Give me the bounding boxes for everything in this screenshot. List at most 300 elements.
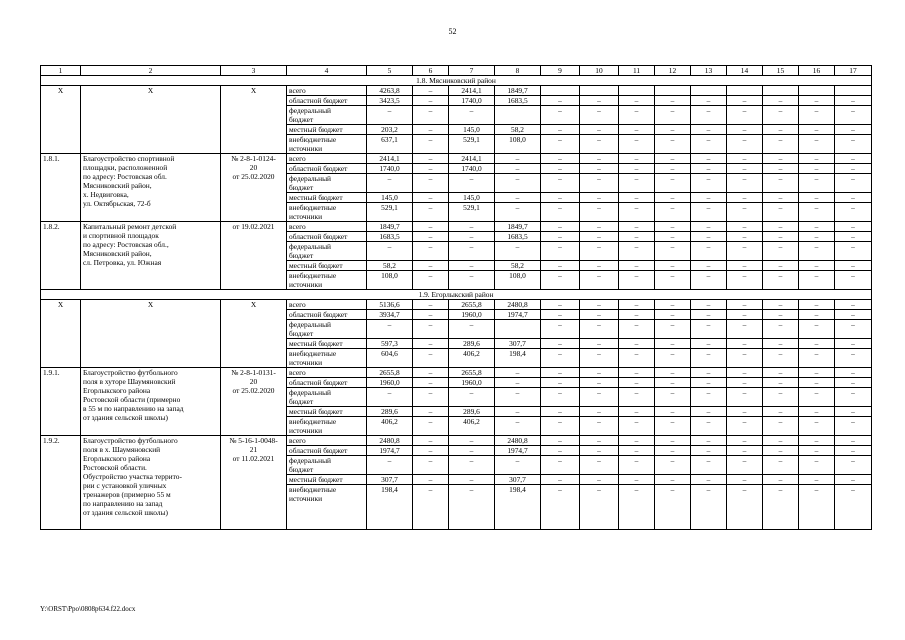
value-cell: – bbox=[763, 232, 799, 242]
value-cell: – bbox=[727, 407, 763, 417]
table-row bbox=[41, 436, 872, 446]
value-cell: – bbox=[541, 96, 580, 106]
item-description: Благоустройство футбольного поля в х. Шаумяновский Егорлыкского района Ростовской области. Обустройство участка террито- рии с установкой уличных тренажеров (примерно 55 м по направлению на запад от здания сельской школы) bbox=[81, 436, 221, 530]
value-cell: – bbox=[799, 222, 835, 232]
value-cell bbox=[580, 86, 619, 96]
value-cell: 1974,7 bbox=[495, 310, 541, 320]
value-cell: – bbox=[619, 96, 655, 106]
value-cell: – bbox=[619, 417, 655, 436]
value-cell: – bbox=[835, 368, 872, 378]
value-cell: – bbox=[619, 174, 655, 193]
value-cell: – bbox=[727, 154, 763, 164]
value-cell: – bbox=[763, 339, 799, 349]
value-cell bbox=[495, 106, 541, 125]
value-cell: 2655,8 bbox=[449, 368, 495, 378]
value-cell: – bbox=[727, 300, 763, 310]
value-cell: – bbox=[580, 222, 619, 232]
value-cell: – bbox=[799, 154, 835, 164]
value-cell: – bbox=[691, 339, 727, 349]
budget-source: всего bbox=[287, 436, 367, 446]
total-value: 4263,8 bbox=[367, 86, 413, 96]
total-value: 5136,6 bbox=[367, 300, 413, 310]
value-cell bbox=[763, 86, 799, 96]
value-cell: – bbox=[835, 174, 872, 193]
value-cell: – bbox=[727, 96, 763, 106]
value-cell: – bbox=[619, 456, 655, 475]
item-description: Капитальный ремонт детской и спортивной площадок по адресу: Ростовская обл., Мясниковский район, сл. Петровка, ул. Южная bbox=[81, 222, 221, 290]
column-header: 16 bbox=[799, 66, 835, 76]
value-cell: – bbox=[763, 261, 799, 271]
value-cell: – bbox=[727, 271, 763, 290]
value-cell: – bbox=[580, 106, 619, 125]
value-cell: – bbox=[619, 193, 655, 203]
value-cell: – bbox=[799, 242, 835, 261]
value-cell: – bbox=[580, 388, 619, 407]
budget-source: всего bbox=[287, 368, 367, 378]
value-cell: – bbox=[763, 485, 799, 530]
value-cell: – bbox=[691, 475, 727, 485]
value-cell: – bbox=[413, 349, 449, 368]
total-value: 2414,1 bbox=[367, 154, 413, 164]
value-cell: – bbox=[413, 106, 449, 125]
value-cell: – bbox=[799, 125, 835, 135]
value-cell: – bbox=[727, 261, 763, 271]
value-cell: 145,0 bbox=[449, 125, 495, 135]
total-value: 1740,0 bbox=[367, 164, 413, 174]
value-cell: – bbox=[799, 456, 835, 475]
value-cell: – bbox=[763, 310, 799, 320]
value-cell: – bbox=[763, 174, 799, 193]
value-cell: – bbox=[799, 368, 835, 378]
column-header: 3 bbox=[221, 66, 287, 76]
value-cell: – bbox=[691, 193, 727, 203]
value-cell: – bbox=[691, 271, 727, 290]
value-cell: – bbox=[727, 417, 763, 436]
value-cell: – bbox=[619, 485, 655, 530]
value-cell: – bbox=[691, 388, 727, 407]
value-cell: – bbox=[619, 222, 655, 232]
value-cell: – bbox=[495, 378, 541, 388]
value-cell: – bbox=[541, 475, 580, 485]
value-cell: – bbox=[580, 436, 619, 446]
value-cell: – bbox=[799, 310, 835, 320]
item-document: X bbox=[221, 300, 287, 368]
value-cell: – bbox=[541, 271, 580, 290]
value-cell: – bbox=[691, 310, 727, 320]
value-cell: – bbox=[580, 475, 619, 485]
value-cell: 145,0 bbox=[449, 193, 495, 203]
value-cell: – bbox=[727, 164, 763, 174]
section-title: 1.9. Егорлыкский район bbox=[41, 290, 872, 300]
value-cell: – bbox=[580, 417, 619, 436]
value-cell: – bbox=[691, 349, 727, 368]
budget-table bbox=[40, 65, 872, 530]
budget-source: федеральный бюджет bbox=[287, 320, 367, 339]
value-cell: – bbox=[541, 368, 580, 378]
budget-source: всего bbox=[287, 154, 367, 164]
total-value: 406,2 bbox=[367, 417, 413, 436]
value-cell: – bbox=[580, 203, 619, 222]
value-cell: – bbox=[413, 164, 449, 174]
value-cell: – bbox=[727, 475, 763, 485]
value-cell: – bbox=[835, 271, 872, 290]
budget-source: областной бюджет bbox=[287, 446, 367, 456]
value-cell: – bbox=[763, 164, 799, 174]
value-cell: – bbox=[799, 203, 835, 222]
value-cell: – bbox=[727, 135, 763, 154]
section-title-row bbox=[41, 290, 872, 300]
value-cell: – bbox=[691, 378, 727, 388]
table-row bbox=[41, 368, 872, 378]
total-value: – bbox=[367, 320, 413, 339]
value-cell: – bbox=[413, 300, 449, 310]
value-cell: – bbox=[541, 378, 580, 388]
value-cell: – bbox=[727, 368, 763, 378]
value-cell: 2480,8 bbox=[495, 436, 541, 446]
value-cell: – bbox=[580, 154, 619, 164]
header-row bbox=[41, 66, 872, 76]
value-cell: – bbox=[541, 339, 580, 349]
value-cell: – bbox=[727, 193, 763, 203]
value-cell: – bbox=[691, 485, 727, 530]
value-cell: – bbox=[763, 436, 799, 446]
value-cell: – bbox=[619, 261, 655, 271]
value-cell: – bbox=[763, 203, 799, 222]
value-cell: – bbox=[449, 446, 495, 456]
budget-source: местный бюджет bbox=[287, 475, 367, 485]
budget-source: местный бюджет bbox=[287, 193, 367, 203]
value-cell: – bbox=[580, 407, 619, 417]
value-cell: – bbox=[580, 446, 619, 456]
value-cell: – bbox=[619, 378, 655, 388]
value-cell: – bbox=[541, 164, 580, 174]
value-cell: – bbox=[449, 485, 495, 530]
value-cell bbox=[799, 86, 835, 96]
value-cell: 58,2 bbox=[495, 261, 541, 271]
table-row bbox=[41, 222, 872, 232]
value-cell: – bbox=[763, 456, 799, 475]
value-cell: 2480,8 bbox=[495, 300, 541, 310]
value-cell: – bbox=[541, 310, 580, 320]
value-cell: – bbox=[449, 475, 495, 485]
value-cell: – bbox=[413, 417, 449, 436]
value-cell: 406,2 bbox=[449, 417, 495, 436]
value-cell: – bbox=[835, 456, 872, 475]
value-cell: 2414,1 bbox=[449, 86, 495, 96]
value-cell: – bbox=[763, 125, 799, 135]
budget-source: местный бюджет bbox=[287, 125, 367, 135]
value-cell: – bbox=[413, 154, 449, 164]
budget-source: внебюджетные источники bbox=[287, 271, 367, 290]
total-value: – bbox=[367, 242, 413, 261]
value-cell: – bbox=[727, 174, 763, 193]
value-cell: – bbox=[541, 485, 580, 530]
value-cell: – bbox=[619, 300, 655, 310]
value-cell: – bbox=[799, 193, 835, 203]
budget-source: федеральный бюджет bbox=[287, 242, 367, 261]
column-header: 14 bbox=[727, 66, 763, 76]
value-cell: – bbox=[541, 261, 580, 271]
value-cell: – bbox=[691, 125, 727, 135]
value-cell: – bbox=[655, 106, 691, 125]
value-cell bbox=[495, 320, 541, 339]
value-cell: – bbox=[691, 407, 727, 417]
value-cell: – bbox=[580, 125, 619, 135]
total-value: 1960,0 bbox=[367, 378, 413, 388]
value-cell: – bbox=[691, 436, 727, 446]
value-cell: – bbox=[449, 232, 495, 242]
total-value: 1849,7 bbox=[367, 222, 413, 232]
column-header: 6 bbox=[413, 66, 449, 76]
item-document: X bbox=[221, 86, 287, 154]
item-description: Благоустройство футбольного поля в хуторе Шаумяновский Егорлыкского района Ростовской области (примерно в 55 м по направлению на запад от здания сельской школы) bbox=[81, 368, 221, 436]
value-cell: 289,6 bbox=[449, 339, 495, 349]
item-number: 1.8.1. bbox=[41, 154, 81, 222]
value-cell: – bbox=[449, 222, 495, 232]
value-cell: – bbox=[727, 485, 763, 530]
value-cell: 1960,0 bbox=[449, 378, 495, 388]
value-cell: – bbox=[835, 203, 872, 222]
value-cell: – bbox=[619, 339, 655, 349]
value-cell: – bbox=[727, 446, 763, 456]
total-value: 529,1 bbox=[367, 203, 413, 222]
value-cell: – bbox=[763, 475, 799, 485]
item-number: 1.8.2. bbox=[41, 222, 81, 290]
value-cell: – bbox=[655, 300, 691, 310]
total-value: 145,0 bbox=[367, 193, 413, 203]
value-cell: – bbox=[835, 378, 872, 388]
table-row bbox=[41, 86, 872, 96]
value-cell: – bbox=[541, 388, 580, 407]
value-cell: – bbox=[413, 436, 449, 446]
value-cell: – bbox=[580, 193, 619, 203]
value-cell: 108,0 bbox=[495, 135, 541, 154]
value-cell: – bbox=[580, 242, 619, 261]
value-cell: – bbox=[727, 388, 763, 407]
value-cell: – bbox=[799, 378, 835, 388]
value-cell: – bbox=[835, 106, 872, 125]
value-cell: – bbox=[799, 271, 835, 290]
total-value: – bbox=[367, 174, 413, 193]
value-cell: – bbox=[413, 456, 449, 475]
value-cell: – bbox=[413, 135, 449, 154]
column-header: 15 bbox=[763, 66, 799, 76]
value-cell: – bbox=[413, 407, 449, 417]
value-cell: – bbox=[619, 242, 655, 261]
value-cell: – bbox=[799, 417, 835, 436]
value-cell bbox=[619, 86, 655, 96]
value-cell: 307,7 bbox=[495, 339, 541, 349]
value-cell: – bbox=[541, 300, 580, 310]
value-cell: – bbox=[413, 320, 449, 339]
value-cell: – bbox=[619, 106, 655, 125]
value-cell: – bbox=[655, 261, 691, 271]
value-cell: 1849,7 bbox=[495, 222, 541, 232]
total-value: 289,6 bbox=[367, 407, 413, 417]
value-cell: – bbox=[691, 203, 727, 222]
value-cell: – bbox=[495, 174, 541, 193]
value-cell: – bbox=[727, 378, 763, 388]
value-cell: – bbox=[799, 261, 835, 271]
value-cell: – bbox=[413, 242, 449, 261]
value-cell: – bbox=[655, 339, 691, 349]
value-cell: – bbox=[495, 193, 541, 203]
item-number: 1.9.2. bbox=[41, 436, 81, 530]
value-cell: – bbox=[619, 310, 655, 320]
value-cell: – bbox=[691, 300, 727, 310]
value-cell: – bbox=[655, 222, 691, 232]
value-cell: – bbox=[763, 222, 799, 232]
value-cell bbox=[691, 86, 727, 96]
value-cell: – bbox=[691, 456, 727, 475]
value-cell: – bbox=[655, 378, 691, 388]
value-cell: – bbox=[655, 368, 691, 378]
value-cell: – bbox=[619, 475, 655, 485]
value-cell bbox=[727, 86, 763, 96]
value-cell: – bbox=[799, 436, 835, 446]
value-cell: – bbox=[763, 368, 799, 378]
value-cell: – bbox=[763, 193, 799, 203]
total-value: 108,0 bbox=[367, 271, 413, 290]
value-cell: – bbox=[541, 349, 580, 368]
total-value: 1974,7 bbox=[367, 446, 413, 456]
value-cell: 1849,7 bbox=[495, 86, 541, 96]
value-cell: – bbox=[835, 436, 872, 446]
value-cell: – bbox=[835, 96, 872, 106]
section-title: 1.8. Мясниковский район bbox=[41, 76, 872, 86]
value-cell: – bbox=[655, 125, 691, 135]
total-value: 307,7 bbox=[367, 475, 413, 485]
value-cell: – bbox=[799, 300, 835, 310]
budget-source: местный бюджет bbox=[287, 339, 367, 349]
value-cell: – bbox=[655, 242, 691, 261]
value-cell: – bbox=[619, 154, 655, 164]
value-cell: – bbox=[763, 417, 799, 436]
value-cell: – bbox=[799, 446, 835, 456]
value-cell: – bbox=[655, 310, 691, 320]
value-cell: – bbox=[763, 378, 799, 388]
value-cell: – bbox=[727, 125, 763, 135]
column-header: 11 bbox=[619, 66, 655, 76]
value-cell: – bbox=[835, 417, 872, 436]
table-row bbox=[41, 300, 872, 310]
value-cell: – bbox=[541, 106, 580, 125]
value-cell: 2655,8 bbox=[449, 300, 495, 310]
value-cell: – bbox=[580, 320, 619, 339]
value-cell: – bbox=[541, 193, 580, 203]
value-cell: – bbox=[799, 339, 835, 349]
budget-source: внебюджетные источники bbox=[287, 485, 367, 530]
value-cell: – bbox=[727, 436, 763, 446]
value-cell: 1740,0 bbox=[449, 164, 495, 174]
value-cell: 1683,5 bbox=[495, 232, 541, 242]
item-description: X bbox=[81, 300, 221, 368]
total-value: 58,2 bbox=[367, 261, 413, 271]
value-cell: – bbox=[541, 456, 580, 475]
value-cell: 2414,1 bbox=[449, 154, 495, 164]
value-cell: – bbox=[541, 154, 580, 164]
total-value: 3423,5 bbox=[367, 96, 413, 106]
value-cell: 198,4 bbox=[495, 349, 541, 368]
value-cell: – bbox=[799, 232, 835, 242]
value-cell: – bbox=[413, 96, 449, 106]
value-cell: – bbox=[763, 96, 799, 106]
value-cell: – bbox=[799, 320, 835, 339]
value-cell: 406,2 bbox=[449, 349, 495, 368]
value-cell: – bbox=[655, 164, 691, 174]
value-cell: – bbox=[449, 388, 495, 407]
total-value: 1683,5 bbox=[367, 232, 413, 242]
value-cell: – bbox=[655, 135, 691, 154]
budget-source: федеральный бюджет bbox=[287, 174, 367, 193]
total-value: 604,6 bbox=[367, 349, 413, 368]
value-cell: – bbox=[655, 475, 691, 485]
value-cell: – bbox=[691, 232, 727, 242]
value-cell: – bbox=[835, 388, 872, 407]
value-cell: – bbox=[655, 436, 691, 446]
value-cell: 1683,5 bbox=[495, 96, 541, 106]
table-row bbox=[41, 154, 872, 164]
value-cell: – bbox=[619, 203, 655, 222]
value-cell: – bbox=[763, 320, 799, 339]
value-cell: – bbox=[541, 135, 580, 154]
value-cell: – bbox=[835, 164, 872, 174]
value-cell: – bbox=[541, 174, 580, 193]
value-cell: – bbox=[763, 154, 799, 164]
value-cell: – bbox=[449, 436, 495, 446]
value-cell: – bbox=[835, 261, 872, 271]
item-document: № 5-16-1-0048- 21 от 11.02.2021 bbox=[221, 436, 287, 530]
item-number: X bbox=[41, 86, 81, 154]
value-cell: – bbox=[655, 174, 691, 193]
value-cell: – bbox=[763, 106, 799, 125]
budget-source: федеральный бюджет bbox=[287, 388, 367, 407]
value-cell: – bbox=[495, 417, 541, 436]
value-cell: – bbox=[413, 174, 449, 193]
value-cell: – bbox=[727, 349, 763, 368]
value-cell: – bbox=[691, 135, 727, 154]
value-cell: – bbox=[619, 125, 655, 135]
value-cell: – bbox=[413, 232, 449, 242]
value-cell: – bbox=[541, 407, 580, 417]
value-cell: – bbox=[580, 368, 619, 378]
value-cell: – bbox=[413, 310, 449, 320]
value-cell: – bbox=[835, 242, 872, 261]
value-cell: – bbox=[655, 417, 691, 436]
value-cell: – bbox=[727, 242, 763, 261]
value-cell: – bbox=[580, 271, 619, 290]
value-cell: 1960,0 bbox=[449, 310, 495, 320]
value-cell: – bbox=[799, 485, 835, 530]
value-cell: – bbox=[413, 86, 449, 96]
column-header: 1 bbox=[41, 66, 81, 76]
item-document: № 2-8-1-0131- 20 от 25.02.2020 bbox=[221, 368, 287, 436]
value-cell: – bbox=[449, 261, 495, 271]
value-cell: – bbox=[449, 242, 495, 261]
budget-source: всего bbox=[287, 86, 367, 96]
value-cell: – bbox=[619, 368, 655, 378]
value-cell: – bbox=[799, 388, 835, 407]
value-cell: – bbox=[495, 164, 541, 174]
value-cell: – bbox=[495, 368, 541, 378]
value-cell: – bbox=[580, 96, 619, 106]
value-cell: – bbox=[413, 368, 449, 378]
value-cell: – bbox=[541, 125, 580, 135]
value-cell: 529,1 bbox=[449, 135, 495, 154]
value-cell: – bbox=[619, 271, 655, 290]
budget-source: местный бюджет bbox=[287, 407, 367, 417]
value-cell: – bbox=[727, 203, 763, 222]
